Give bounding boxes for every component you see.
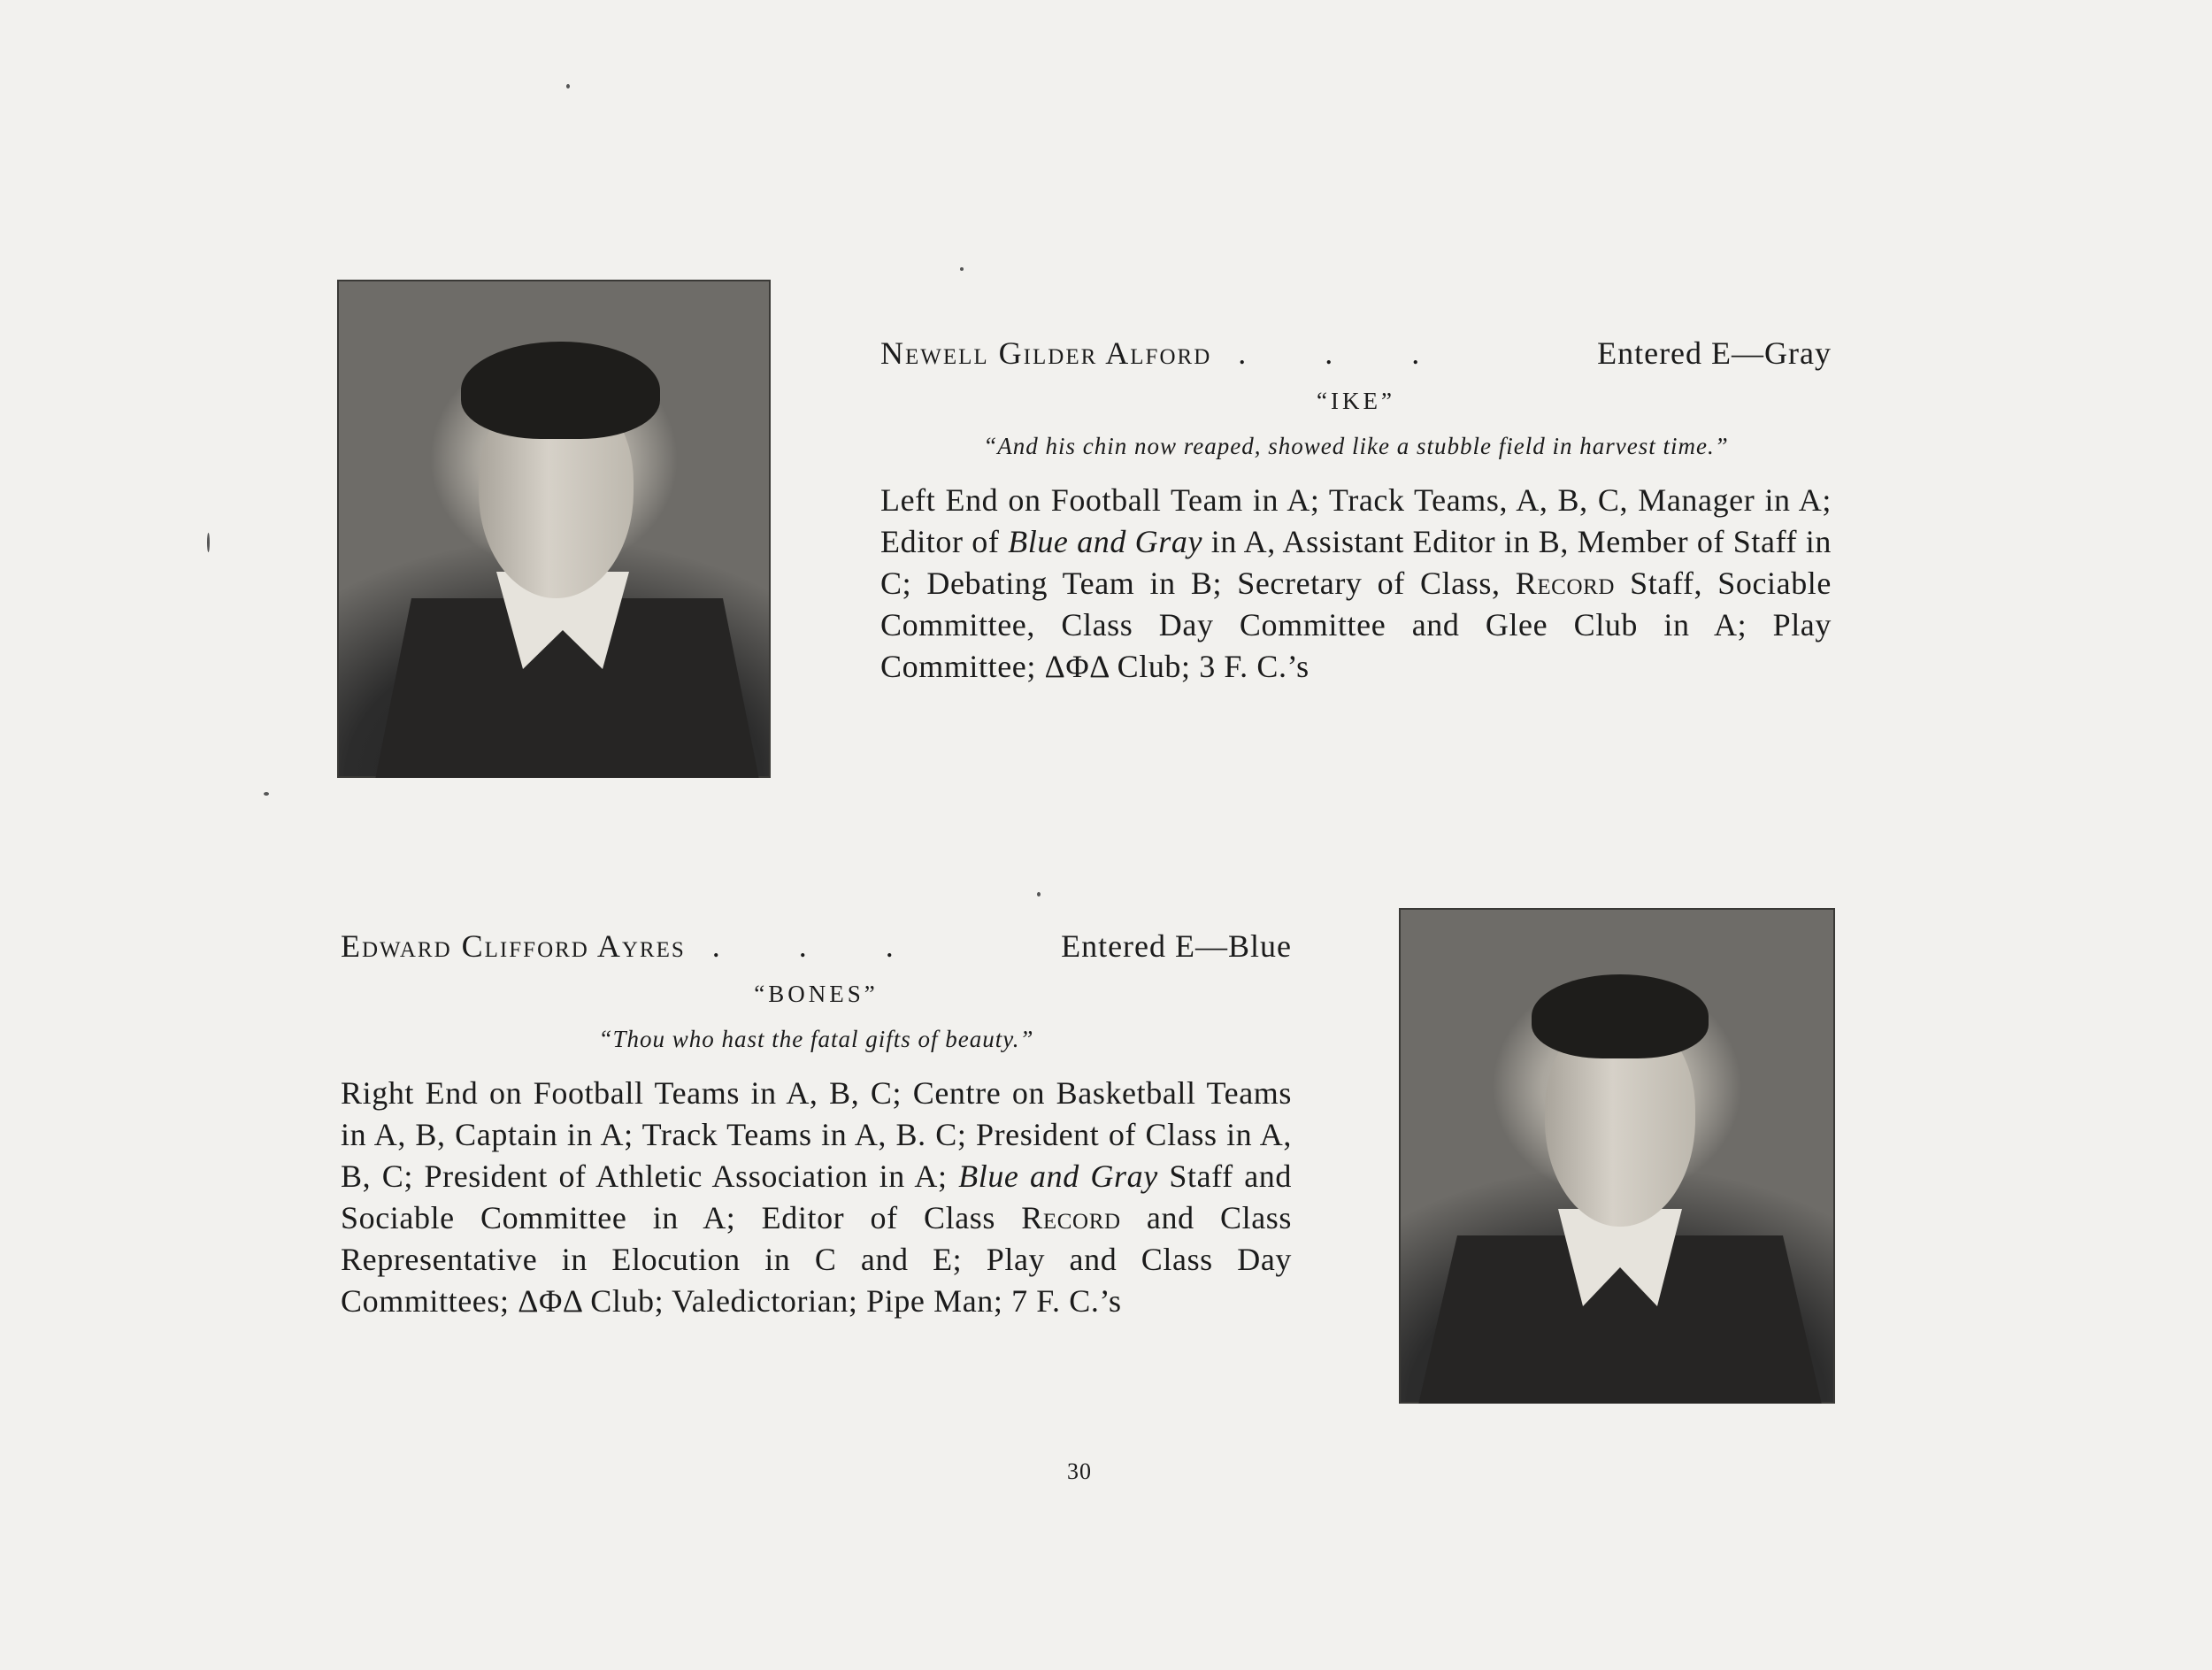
activities-text (880, 480, 1832, 688)
page-number: 30 (1067, 1458, 1092, 1484)
entered-info: Entered E—Gray (1597, 335, 1832, 371)
portrait-photo-alford (337, 280, 771, 778)
nickname: “BONES” (754, 981, 879, 1007)
record-small-caps: Record (1021, 1200, 1121, 1235)
paper-speck (1037, 892, 1041, 897)
activities-text-part: Left End on Football Team in A; Track Teams, A, B, C, Manager in A; Editor of (880, 482, 1832, 559)
entry-header (880, 335, 1832, 372)
activities-text-part: in A, Assistant Editor in B, Member of Staff in C; Debating Team in B; Secretary of Class, (880, 524, 1832, 601)
activities-text-part: Staff and Sociable Committee in A; Editor of Class (341, 1158, 1292, 1235)
portrait-photo-ayres (1399, 908, 1835, 1404)
paper-speck (960, 267, 964, 271)
student-name: Newell Gilder Alford (880, 335, 1212, 371)
quote: “Thou who hast the fatal gifts of beauty.” (598, 1026, 1034, 1052)
record-small-caps: Record (1515, 566, 1616, 601)
student-entry-alford (880, 335, 1832, 688)
paper-speck (566, 84, 570, 89)
activities-text-part: Right End on Football Teams in A, B, C; Centre on Basketball Teams in A, B, Captain in A; Track Teams in A, B. C; President of Class in A, B, C; President of Athletic Association in A; (341, 1075, 1292, 1194)
student-name: Edward Clifford Ayres (341, 928, 686, 964)
entry-header (341, 927, 1292, 965)
entered-info: Entered E—Blue (1061, 928, 1292, 964)
leader-dots: . . . (711, 928, 929, 964)
activities-text-part: Staff, Sociable Committee, Class Day Committee and Glee Club in A; Play Committee; ΔΦΔ Club; 3 F. C.’s (880, 566, 1832, 684)
leader-dots: . . . (1238, 335, 1455, 371)
publication-title: Blue and Gray (958, 1158, 1158, 1194)
activities-text-part: and Class Representative in Elocution in C and E; Play and Class Day Committees; ΔΦΔ Club; Valedictorian; Pipe Man; 7 F. C.’s (341, 1200, 1292, 1319)
nickname: “IKE” (1317, 388, 1395, 414)
publication-title: Blue and Gray (1008, 524, 1203, 559)
paper-speck (207, 533, 210, 552)
activities-text (341, 1073, 1292, 1322)
student-entry-ayres (341, 927, 1292, 1322)
paper-speck (264, 792, 269, 796)
quote: “And his chin now reaped, showed like a stubble field in harvest time.” (983, 433, 1729, 459)
